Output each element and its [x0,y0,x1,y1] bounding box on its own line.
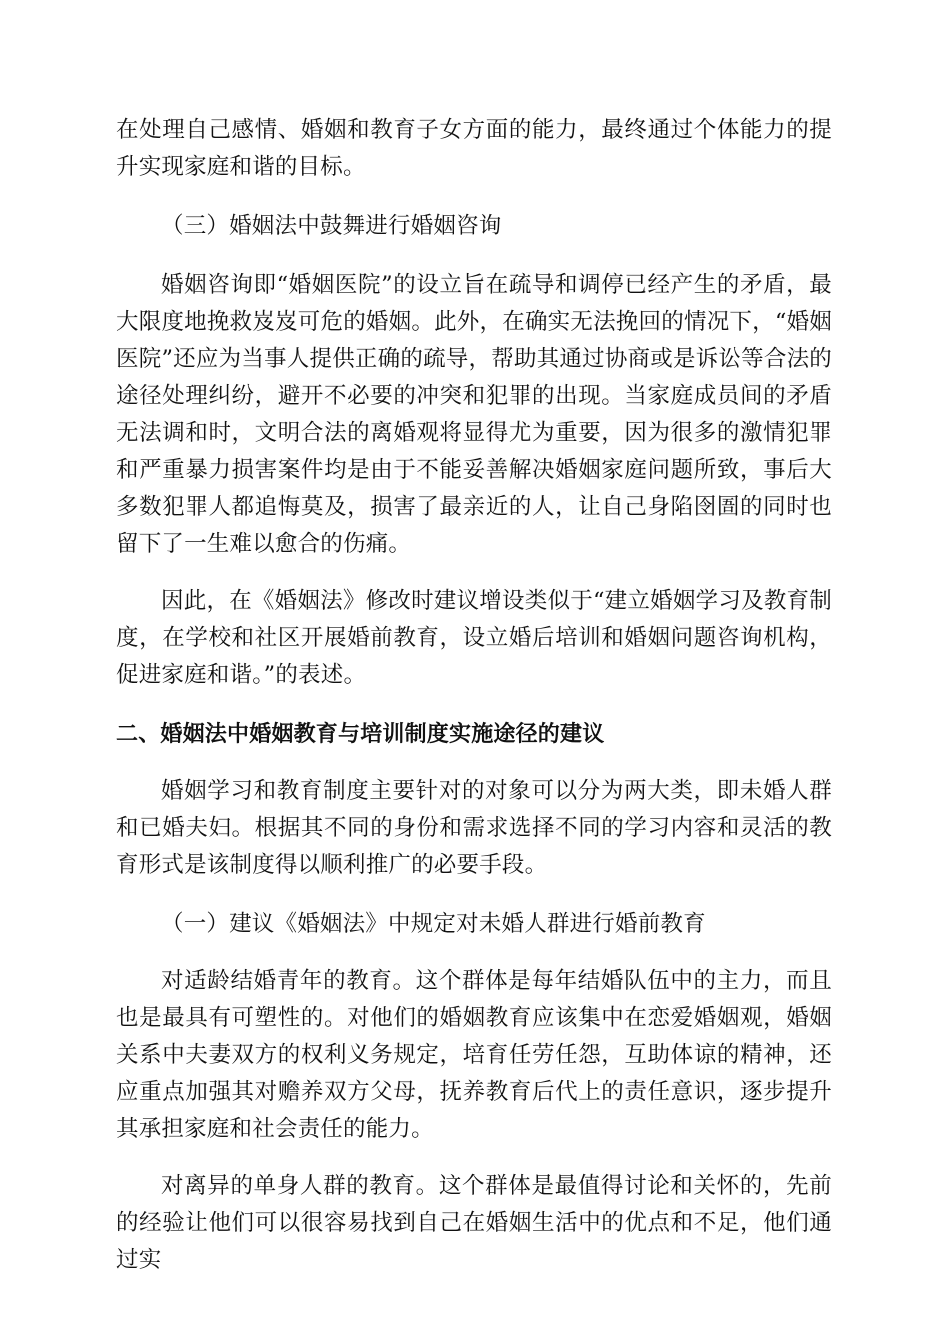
paragraph-continuation: 在处理自己感情、婚姻和教育子女方面的能力，最终通过个体能力的提升实现家庭和谐的目标。 [116,117,832,180]
subsection-heading-3: （三）婚姻法中鼓舞进行婚姻咨询 [161,213,502,239]
subsection-heading-1: （一）建议《婚姻法》中规定对未婚人群进行婚前教育 [161,911,706,937]
paragraph-marriage-counseling: 婚姻咨询即“婚姻医院”的设立旨在疏导和调停已经产生的矛盾，最大限度地挽救岌岌可危的婚姻。此外，在确实无法挽回的情况下，“婚姻医院”还应为当事人提供正确的疏导，帮助其通过协商或是诉讼等合法的途径处理纠纷，避开不必要的冲突和犯罪的出现。当家庭成员间的矛盾无法调和时，文明合法的离婚观将显得尤为重要，因为很多的激情犯罪和严重暴力损害案件均是由于不能妥善解决婚姻家庭问题所致，事后大多数犯罪人都追悔莫及，损害了最亲近的人，让自己身陷囹圄的同时也留下了一生难以愈合的伤痛。 [116,272,832,557]
paragraph-divorced-singles: 对离异的单身人群的教育。这个群体是最值得讨论和关怀的，先前的经验让他们可以很容易找到自己在婚姻生活中的优点和不足，他们通过实 [116,1173,832,1273]
paragraph-recommendation: 因此，在《婚姻法》修改时建议增设类似于“建立婚姻学习及教育制度，在学校和社区开展婚前教育，设立婚后培训和婚姻问题咨询机构，促进家庭和谐。”的表述。 [116,588,832,688]
paragraph-young-adults: 对适龄结婚青年的教育。这个群体是每年结婚队伍中的主力，而且也是最具有可塑性的。对他们的婚姻教育应该集中在恋爱婚姻观，婚姻关系中夫妻双方的权利义务规定，培育任劳任怨，互助体谅的精神，还应重点加强其对赡养双方父母，抚养教育后代上的责任意识，逐步提升其承担家庭和社会责任的能力。 [116,968,832,1142]
paragraph-target-groups: 婚姻学习和教育制度主要针对的对象可以分为两大类，即未婚人群和已婚夫妇。根据其不同的身份和需求选择不同的学习内容和灵活的教育形式是该制度得以顺利推广的必要手段。 [116,778,832,878]
section-heading-2: 二、婚姻法中婚姻教育与培训制度实施途径的建议 [116,722,605,747]
document-body [116,112,832,1279]
